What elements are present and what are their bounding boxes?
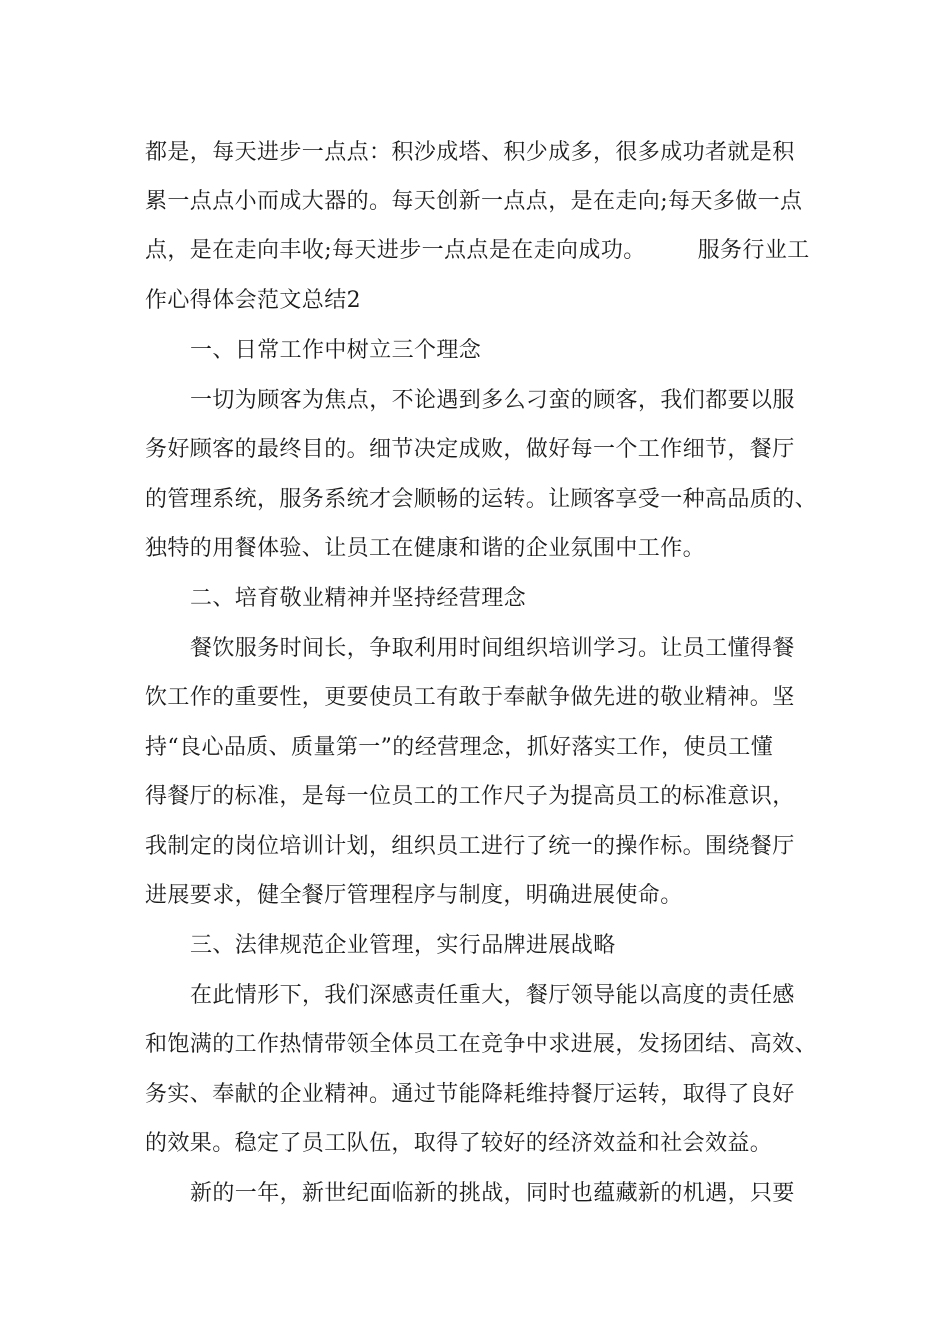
- para3-line-3: 务实、奉献的企业精神。通过节能降耗维持餐厅运转，取得了良好: [145, 1082, 795, 1107]
- body-line-2: 累一点点小而成大器的。每天创新一点点，是在走向;每天多做一点: [145, 189, 803, 214]
- section-title-end: 作心得体会范文总结2: [145, 288, 361, 313]
- para3-line-4: 的效果。稳定了员工队伍，取得了较好的经济效益和社会效益。: [145, 1131, 773, 1156]
- para3-line-1: 在此情形下，我们深感责任重大，餐厅领导能以高度的责任感: [190, 983, 795, 1008]
- para2-line-1: 餐饮服务时间长，争取利用时间组织培训学习。让员工懂得餐: [190, 636, 795, 661]
- heading-3: 三、法律规范企业管理，实行品牌进展战略: [190, 933, 616, 958]
- para2-line-4: 得餐厅的标准，是每一位员工的工作尺子为提高员工的标准意识，: [145, 784, 795, 809]
- para2-line-2: 饮工作的重要性，更要使员工有敢于奉献争做先进的敬业精神。坚: [145, 685, 795, 710]
- para2-line-5: 我制定的岗位培训计划，组织员工进行了统一的操作标。围绕餐厅: [145, 834, 795, 859]
- para1-line-3: 的管理系统，服务系统才会顺畅的运转。让顾客享受一种高品质的、: [145, 487, 818, 512]
- para2-line-6: 进展要求，健全餐厅管理程序与制度，明确进展使命。: [145, 883, 683, 908]
- body-line-3-text: 点，是在走向丰收;每天进步一点点是在走向成功。: [145, 238, 646, 263]
- body-line-1: 都是，每天进步一点点：积沙成塔、积少成多，很多成功者就是积: [145, 140, 795, 165]
- heading-1: 一、日常工作中树立三个理念: [190, 338, 482, 363]
- section-title-start: 服务行业工: [697, 238, 810, 263]
- para2-line-3: 持“良心品质、质量第一”的经营理念，抓好落实工作，使员工懂: [145, 735, 774, 760]
- para1-line-2: 务好顾客的最终目的。细节决定成败，做好每一个工作细节，餐厅: [145, 437, 795, 462]
- para1-line-4: 独特的用餐体验、让员工在健康和谐的企业氛围中工作。: [145, 536, 706, 561]
- body-line-3: [145, 236, 810, 266]
- para1-line-1: 一切为顾客为焦点，不论遇到多么刁蛮的顾客，我们都要以服: [190, 388, 795, 413]
- heading-2: 二、培育敬业精神并坚持经营理念: [190, 586, 527, 611]
- para3-line-2: 和饱满的工作热情带领全体员工在竞争中求进展，发扬团结、高效、: [145, 1032, 818, 1057]
- para4-line-1: 新的一年，新世纪面临新的挑战，同时也蕴藏新的机遇，只要: [190, 1181, 795, 1206]
